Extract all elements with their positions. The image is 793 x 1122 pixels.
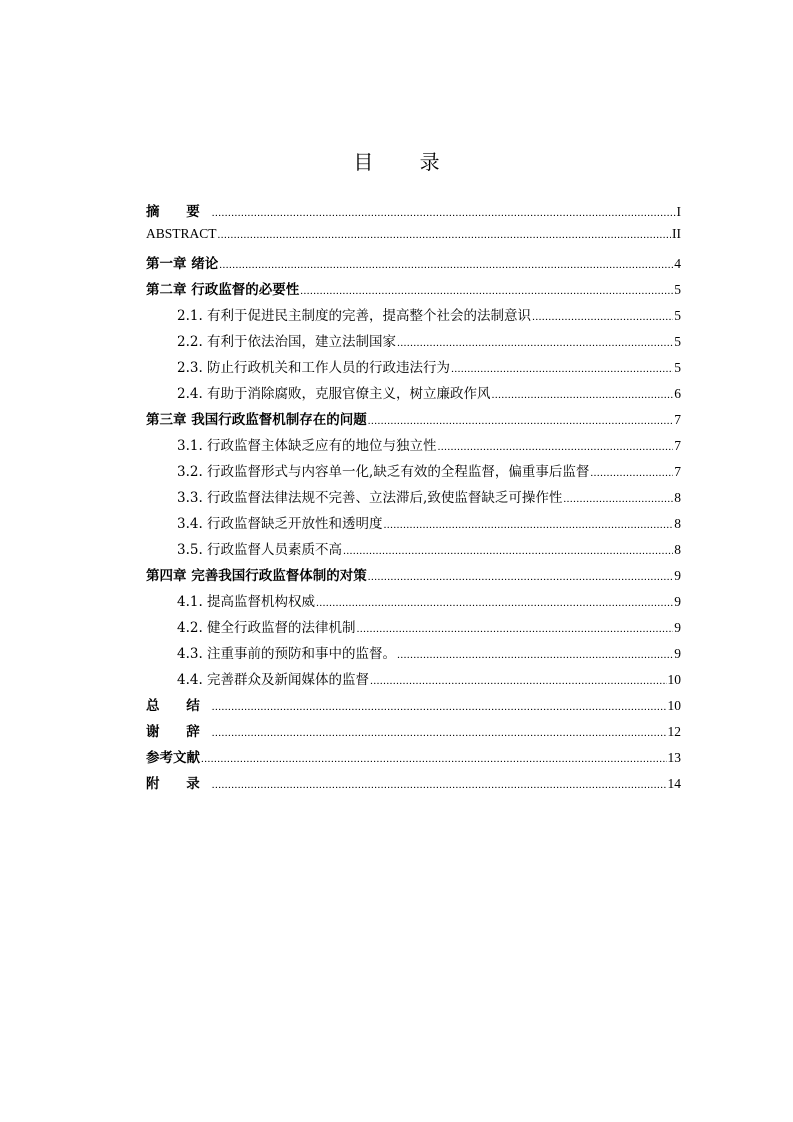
toc-entry-label: 2.2. 有利于依法治国，建立法制国家 [177,334,397,350]
toc-entry-page-number: 5 [674,282,681,297]
toc-dot-leader [212,207,676,219]
toc-entry-label: 4.3. 注重事前的预防和事中的监督。 [177,646,397,662]
toc-entry[interactable] [146,486,681,512]
toc-entry-page-number: 10 [667,698,681,713]
toc-dot-leader [563,493,673,505]
toc-entry-page-number: 6 [674,386,681,401]
toc-entry-label: 第一章 绪论 [146,256,219,272]
toc-entry-label: 4.2. 健全行政监督的法律机制 [177,620,356,636]
toc-entry[interactable] [146,382,681,408]
toc-dot-leader [212,779,667,791]
toc-entry-label: 3.1. 行政监督主体缺乏应有的地位与独立性 [177,438,437,454]
toc-dot-leader [219,259,673,271]
toc-entry[interactable] [146,408,681,434]
toc-dot-leader [397,337,673,349]
toc-entry-page-number: 9 [674,646,681,661]
toc-dot-leader [201,753,667,765]
toc-dot-leader [357,623,674,635]
toc-entry[interactable] [146,668,681,694]
toc-entry-label: 第四章 完善我国行政监督体制的对策 [146,568,367,584]
toc-entry-label: ABSTRACT [146,226,217,241]
toc-entry-page-number: 8 [674,542,681,557]
toc-entry[interactable] [146,330,681,356]
toc-dot-leader [212,701,667,713]
toc-dot-leader [212,727,667,739]
toc-entry-page-number: 7 [674,464,681,479]
toc-dot-leader [218,229,671,241]
toc-entry[interactable] [146,720,681,746]
toc-entry[interactable] [146,642,681,668]
toc-entry-label: 第二章 行政监督的必要性 [146,282,300,298]
toc-entry-page-number: 5 [674,308,681,323]
toc-entry-label: 第三章 我国行政监督机制存在的问题 [146,412,367,428]
toc-entry[interactable] [146,252,681,278]
toc-entry[interactable] [146,564,681,590]
toc-entry[interactable] [146,538,681,564]
toc-entry-label: 3.5. 行政监督人员素质不高 [177,542,343,558]
toc-dot-leader [384,519,674,531]
toc-entry-page-number: 7 [674,438,681,453]
toc-entry-page-number: 14 [667,776,681,791]
toc-entry-page-number: 4 [674,256,681,271]
toc-entry[interactable] [146,694,681,720]
toc-dot-leader [343,545,673,557]
toc-entry-page-number: I [676,204,681,219]
toc-entry[interactable] [146,278,681,304]
toc-entry-page-number: 9 [674,620,681,635]
toc-entry-page-number: 10 [667,672,681,687]
toc-entry-label: 4.4. 完善群众及新闻媒体的监督 [177,672,370,688]
toc-entry-label: 参考文献 [146,750,200,766]
toc-dot-leader [532,311,673,323]
toc-entry-page-number: 12 [667,724,681,739]
toc-dot-leader [316,597,673,609]
toc-dot-leader [397,649,673,661]
toc-entry[interactable] [146,304,681,330]
toc-dot-leader [438,441,674,453]
toc-entry-page-number: 8 [674,516,681,531]
table-of-contents [146,200,681,798]
toc-entry-label: 3.4. 行政监督缺乏开放性和透明度 [177,516,383,532]
toc-entry-label: 谢 辞 [146,724,211,740]
toc-entry[interactable] [146,356,681,382]
page-title: 目 录 [353,150,460,174]
toc-entry-label: 2.1. 有利于促进民主制度的完善，提高整个社会的法制意识 [177,308,532,324]
toc-entry[interactable] [146,616,681,642]
toc-entry-label: 2.4. 有助于消除腐败，克服官僚主义，树立廉政作风 [177,386,491,402]
toc-entry-label: 2.3. 防止行政机关和工作人员的行政违法行为 [177,360,451,376]
toc-entry-page-number: 5 [674,360,681,375]
toc-dot-leader [451,363,673,375]
toc-entry-page-number: II [672,226,681,241]
toc-dot-leader [300,285,673,297]
toc-entry-label: 3.2. 行政监督形式与内容单一化,缺乏有效的全程监督，偏重事后监督 [177,464,590,480]
toc-entry[interactable] [146,460,681,486]
toc-entry-page-number: 7 [674,412,681,427]
toc-entry[interactable] [146,512,681,538]
toc-entry-label: 总 结 [146,698,211,714]
toc-dot-leader [492,389,674,401]
toc-entry-page-number: 9 [674,594,681,609]
toc-entry-label: 附 录 [146,776,211,792]
toc-dot-leader [368,571,674,583]
toc-dot-leader [370,675,666,687]
toc-entry-label: 摘 要 [146,204,211,220]
toc-entry-page-number: 13 [667,750,681,765]
toc-entry-label: 4.1. 提高监督机构权威 [177,594,316,610]
toc-entry[interactable] [146,200,681,226]
toc-entry-page-number: 9 [674,568,681,583]
toc-entry[interactable] [146,590,681,616]
toc-entry[interactable] [146,746,681,772]
toc-entry-label: 3.3. 行政监督法律法规不完善、立法滞后,致使监督缺乏可操作性 [177,490,563,506]
toc-entry-page-number: 5 [674,334,681,349]
toc-entry-page-number: 8 [674,490,681,505]
toc-dot-leader [368,415,674,427]
toc-dot-leader [590,467,673,479]
toc-entry[interactable] [146,226,681,252]
toc-entry[interactable] [146,772,681,798]
toc-entry[interactable] [146,434,681,460]
